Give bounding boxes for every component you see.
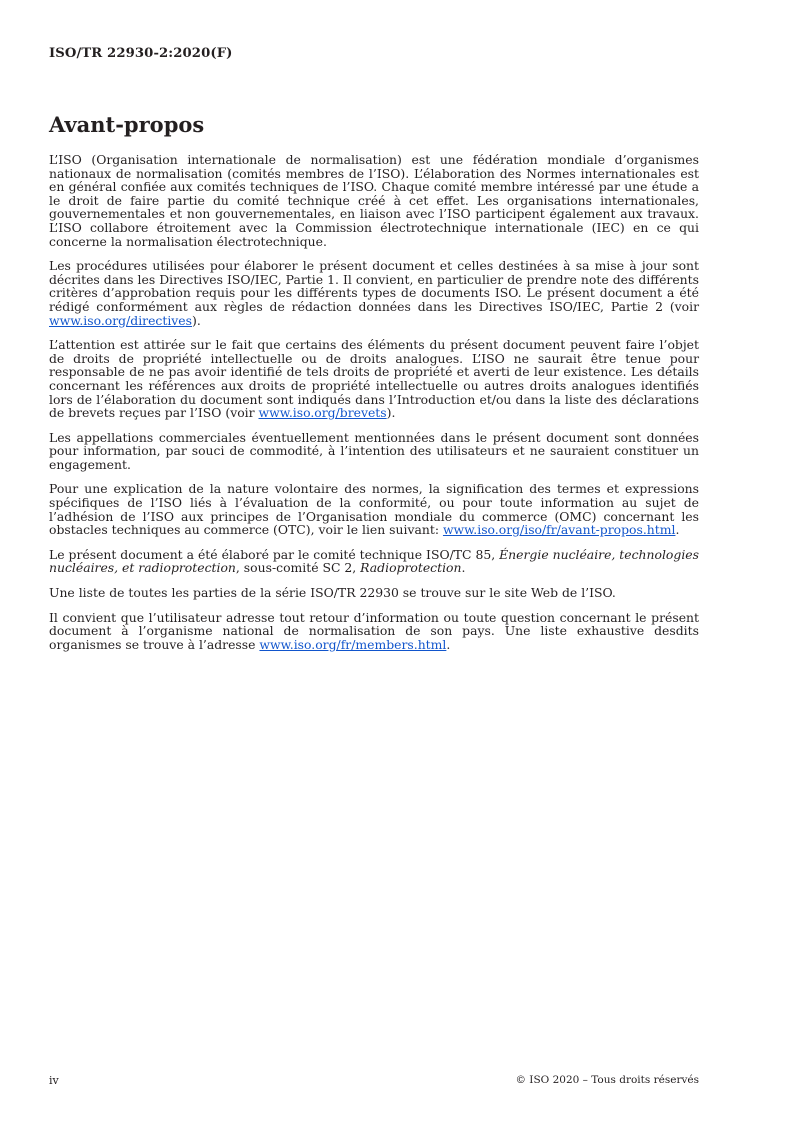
paragraph-series-list: Une liste de toutes les parties de la série ISO/TR 22930 se trouve sur le site Web de l’ISO. [49,585,616,601]
page-title: Avant-propos [49,112,205,137]
foreword-link[interactable]: www.iso.org/iso/fr/avant-propos.html [442,522,676,538]
paragraph-text: Le présent document a été élaboré par le comité technique ISO/TC 85, [49,546,500,562]
paragraph-text-end: . [461,560,466,576]
paragraph-text: Pour une explication de la nature volontaire des normes, la signification des termes et expressions spécifiques de l’ISO liés à l’évaluation de la conformité, ou pour toute information au sujet de l’adhésion de l’ISO aux principes de l’Organisation mondiale du commerce (OMC) concernant les obstacles techniques au commerce (OTC), voir le lien suivant: [49,481,699,538]
members-link[interactable]: www.iso.org/fr/members.html [259,636,447,652]
paragraph-text: Les procédures utilisées pour élaborer le présent document et celles destinées à sa mise à jour sont décrites dans les Directives ISO/IEC, Partie 1. Il convient, en particulier de prendre note des différents critères d’approbation requis pour les différents types de documents ISO. Le présent document a été rédigé conformément aux règles de rédaction données dans les Directives ISO/IEC, Partie 2 (voir [49,258,699,314]
committee-name: Énergie nucléaire, technologies nucléaires, et radioprotection [49,546,699,576]
paragraph-voluntary-nature [49,482,699,536]
paragraph-text: L’attention est attirée sur le fait que certains des éléments du présent document peuvent faire l’objet de droits de propriété intellectuelle ou de droits analogues. L’ISO ne saurait être tenue pour responsable de ne pas avoir identifié de tels droits de propriété et averti de leur existence. Les détails concernant les références aux droits de propriété intellectuelle ou autres droits analogues identifiés lors de l’élaboration du document sont indiqués dans l’Introduction et/ou dans la liste des déclarations de brevets reçues par l’ISO (voir [49,337,699,421]
paragraph-text-end: . [675,522,680,538]
document-reference: ISO/TR 22930-2:2020(F) [49,46,233,61]
paragraph-iso-intro: L’ISO (Organisation internationale de normalisation) est une fédération mondiale d’organismes nationaux de normalisation (comités membres de l’ISO). L’élaboration des Normes internationales est en général confiée aux comités techniques de l’ISO. Chaque comité membre intéressé par une étude a le droit de faire partie du comité technique créé à cet effet. Les organisations internationales, gouvernementales et non gouvernementales, en liaison avec l’ISO participent également aux travaux. L’ISO collabore étroitement avec la Commission électrotechnique internationale (IEC) en ce qui concerne la normalisation électrotechnique. [49,152,699,249]
document-body [49,153,699,662]
paragraph-procedures [49,259,699,327]
copyright-notice: © ISO 2020 – Tous droits réservés [515,1074,699,1086]
subcommittee-name: Radioprotection [360,560,462,576]
paragraph-text: Il convient que l’utilisateur adresse tout retour d’information ou toute question concernant le présent document à l’organisme national de normalisation de son pays. Une liste exhaustive desdits organismes se trouve à l’adresse [49,609,699,652]
paragraph-text-end: ). [386,405,396,421]
paragraph-text-end: ). [192,312,201,328]
paragraph-text-mid: , sous-comité SC 2, [235,560,361,576]
paragraph-patents [49,338,699,420]
page-number: iv [49,1074,59,1087]
paragraph-text-end: . [446,636,451,652]
paragraph-committee [49,548,699,575]
directives-link[interactable]: www.iso.org/directives [49,312,192,328]
paragraph-trade-names: Les appellations commerciales éventuellement mentionnées dans le présent document sont données pour information, par souci de commodité, à l’intention des utilisateurs et ne sauraient constituer un engagement. [49,429,699,472]
patents-link[interactable]: www.iso.org/brevets [258,405,387,421]
paragraph-feedback [49,611,699,652]
